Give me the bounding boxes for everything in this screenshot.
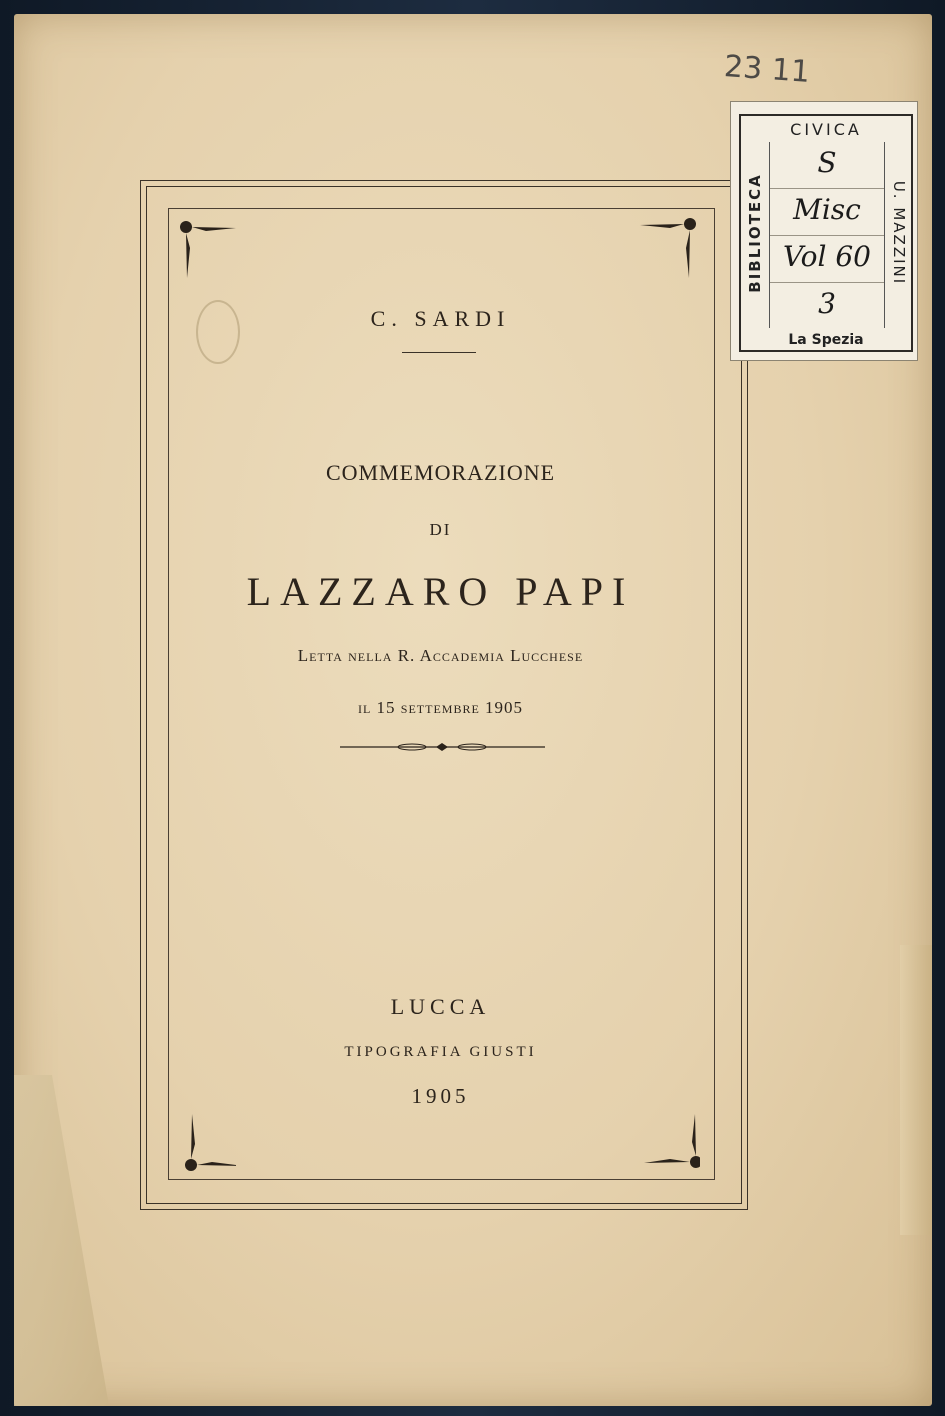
- library-label-border: [739, 114, 913, 352]
- title-line-2: DI: [429, 520, 452, 539]
- worn-edge: [900, 945, 932, 1235]
- corner-ornament-top-right: [640, 212, 700, 282]
- corner-ornament-top-left: [176, 212, 236, 282]
- pencil-shelf-mark: 23 11: [722, 49, 812, 90]
- library-label-row: [770, 283, 884, 329]
- library-label-row: [770, 142, 884, 189]
- ornamental-rule: [340, 738, 545, 756]
- publisher-city: LUCCA: [390, 994, 491, 1019]
- subtitle-line-2: il 15 settembre 1905: [357, 698, 524, 717]
- corner-ornament-bottom-right: [640, 1110, 700, 1180]
- handwritten-entry: Vol 60: [783, 240, 871, 273]
- title-main: LAZZARO PAPI: [246, 569, 635, 614]
- library-label: [731, 102, 917, 360]
- subtitle-line-1: Letta nella R. Accademia Lucchese: [297, 646, 584, 665]
- frame-text-border: [168, 208, 715, 1180]
- library-label-bottom: La Spezia: [788, 332, 864, 348]
- publication-year: 1905: [411, 1084, 470, 1108]
- library-label-right: U. MAZZINI: [890, 180, 908, 286]
- title-line-1: COMMEMORAZIONE: [325, 460, 556, 485]
- author-name: C. SARDI: [370, 306, 511, 331]
- handwritten-entry: Misc: [793, 193, 861, 226]
- library-label-top: CIVICA: [790, 120, 862, 139]
- handwritten-entry: 3: [818, 287, 836, 320]
- divider-rule: [402, 352, 476, 353]
- handwritten-entry: S: [817, 146, 837, 179]
- corner-ornament-bottom-left: [176, 1110, 236, 1180]
- library-label-row: [770, 189, 884, 236]
- library-label-left: BIBLIOTECA: [746, 173, 764, 293]
- library-label-grid: [769, 142, 885, 328]
- publisher-name: TIPOGRAFIA GIUSTI: [344, 1044, 537, 1060]
- library-label-row: [770, 236, 884, 283]
